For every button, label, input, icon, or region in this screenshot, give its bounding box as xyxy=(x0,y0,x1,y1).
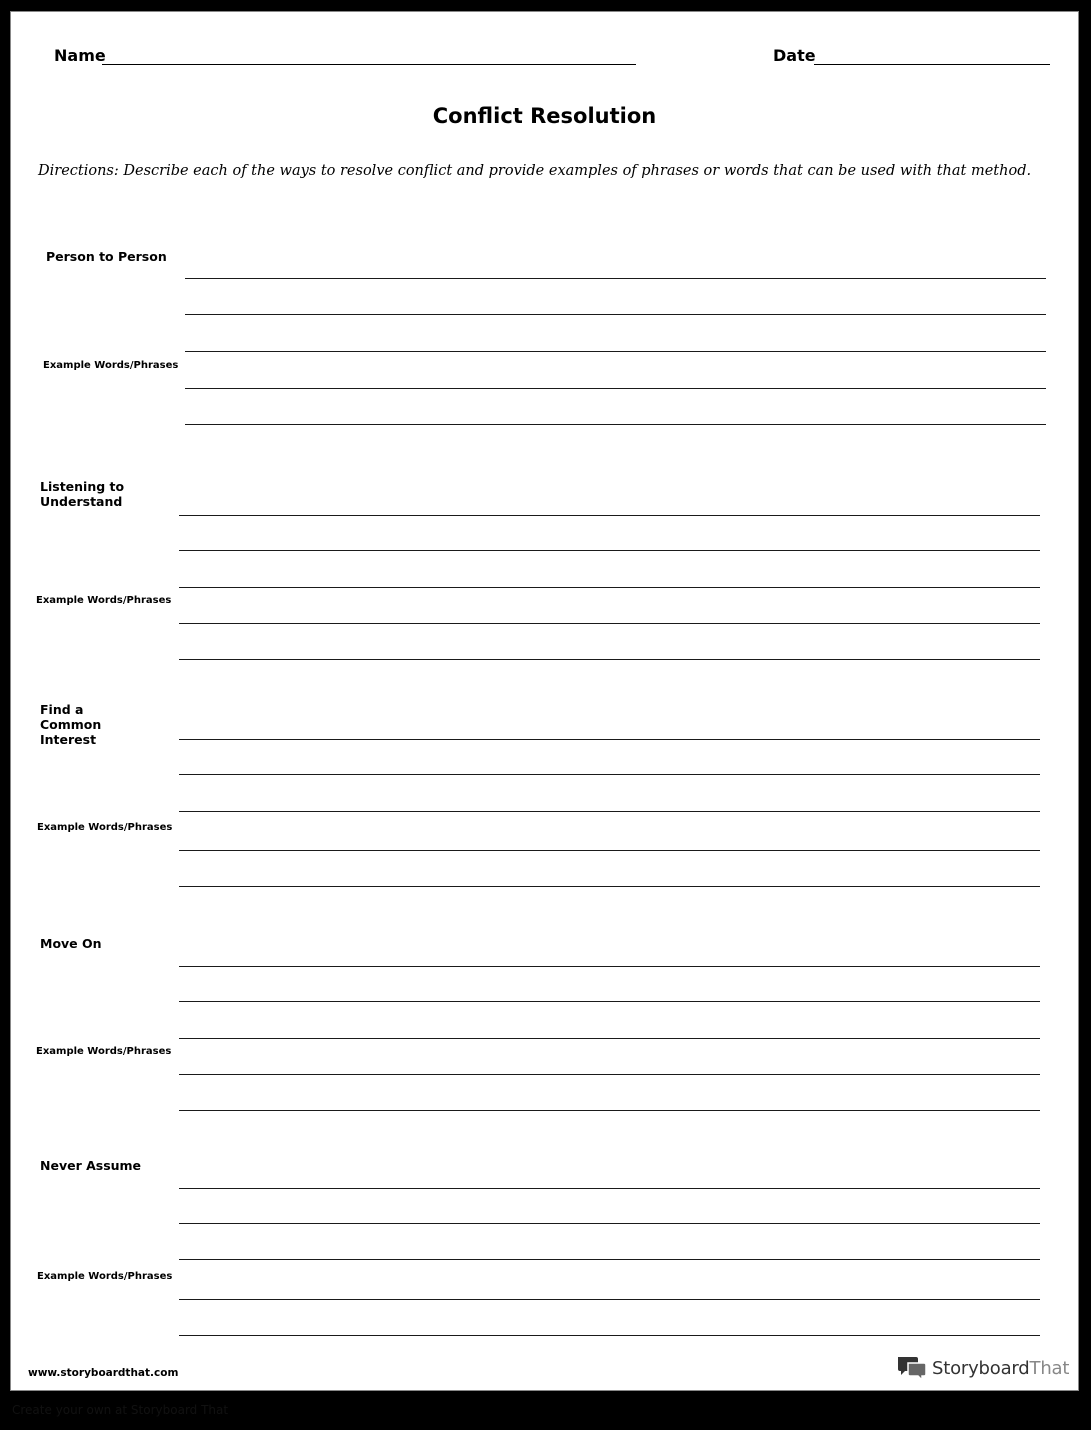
example-label: Example Words/Phrases xyxy=(37,1271,173,1282)
writing-line[interactable] xyxy=(179,1038,1040,1039)
writing-line[interactable] xyxy=(179,739,1040,740)
writing-line[interactable] xyxy=(179,515,1040,516)
writing-line[interactable] xyxy=(179,1299,1040,1300)
writing-line[interactable] xyxy=(179,587,1040,588)
date-field-line[interactable] xyxy=(814,64,1050,65)
writing-line[interactable] xyxy=(185,388,1046,389)
brand-wordmark xyxy=(932,1358,1069,1379)
section-label-find-a-common-interest: Find a Common Interest xyxy=(40,702,102,747)
writing-line[interactable] xyxy=(179,1259,1040,1260)
worksheet-page xyxy=(10,11,1079,1391)
brand-part-2: That xyxy=(1029,1357,1070,1379)
name-field-line[interactable] xyxy=(102,64,636,65)
writing-line[interactable] xyxy=(179,774,1040,775)
writing-line[interactable] xyxy=(179,550,1040,551)
example-label: Example Words/Phrases xyxy=(43,360,179,371)
section-label-move-on: Move On xyxy=(40,936,102,951)
speech-bubbles-icon xyxy=(896,1355,928,1381)
writing-line[interactable] xyxy=(179,1001,1040,1002)
writing-line[interactable] xyxy=(179,623,1040,624)
storyboardthat-logo[interactable] xyxy=(896,1355,1069,1381)
directions-text: Directions: Describe each of the ways to resolve conflict and provide examples of phrases or words that can be used with that method. xyxy=(38,163,1032,179)
bottom-note: Create your own at Storyboard That xyxy=(12,1403,229,1417)
writing-line[interactable] xyxy=(179,659,1040,660)
section-label-listening-to-understand: Listening to Understand xyxy=(40,479,125,509)
section-label-person-to-person: Person to Person xyxy=(46,249,167,264)
brand-part-1: Storyboard xyxy=(932,1357,1030,1379)
name-label: Name xyxy=(54,46,106,65)
writing-line[interactable] xyxy=(185,278,1046,279)
writing-line[interactable] xyxy=(179,966,1040,967)
writing-line[interactable] xyxy=(185,424,1046,425)
writing-line[interactable] xyxy=(179,811,1040,812)
footer-url[interactable]: www.storyboardthat.com xyxy=(28,1367,179,1379)
page-title: Conflict Resolution xyxy=(432,104,657,128)
writing-line[interactable] xyxy=(185,351,1046,352)
example-label: Example Words/Phrases xyxy=(36,1046,172,1057)
writing-line[interactable] xyxy=(179,1110,1040,1111)
writing-line[interactable] xyxy=(179,850,1040,851)
date-label: Date xyxy=(773,46,816,65)
writing-line[interactable] xyxy=(179,1223,1040,1224)
writing-line[interactable] xyxy=(185,314,1046,315)
writing-line[interactable] xyxy=(179,1335,1040,1336)
section-label-never-assume: Never Assume xyxy=(40,1158,142,1173)
writing-line[interactable] xyxy=(179,1074,1040,1075)
example-label: Example Words/Phrases xyxy=(37,822,173,833)
writing-line[interactable] xyxy=(179,1188,1040,1189)
writing-line[interactable] xyxy=(179,886,1040,887)
example-label: Example Words/Phrases xyxy=(36,595,172,606)
